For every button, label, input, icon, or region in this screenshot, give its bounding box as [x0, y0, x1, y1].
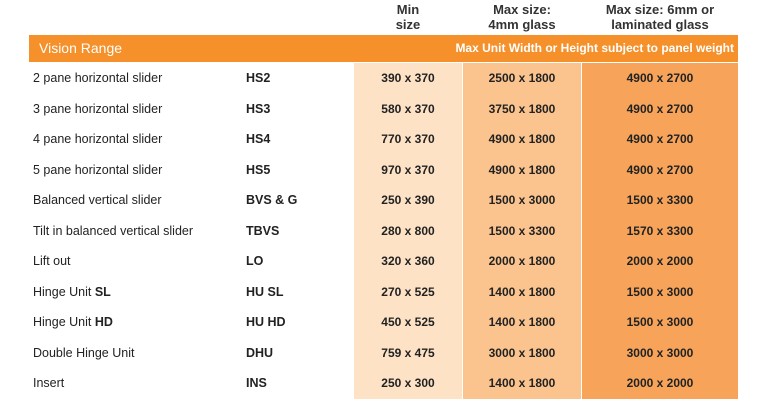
- product-code: HS5: [246, 162, 271, 177]
- product-code: DHU: [246, 345, 274, 360]
- table-row: [0, 155, 768, 186]
- product-code: INS: [246, 376, 267, 390]
- table-row: [0, 94, 768, 125]
- product-name-text: Tilt in balanced vertical slider: [33, 223, 194, 238]
- max-6mm-cell: 4900 x 2700: [626, 132, 694, 146]
- max-4mm-cell: 3000 x 1800: [488, 345, 556, 360]
- max-6mm-cell: 2000 x 2000: [626, 254, 694, 268]
- max-4mm-cell: 2000 x 1800: [488, 254, 556, 268]
- max-4mm-cell: 1400 x 1800: [488, 284, 556, 299]
- product-name: [33, 338, 134, 369]
- product-name-suffix: SL: [94, 284, 111, 299]
- max-4mm-cell: 2500 x 1800: [488, 71, 556, 85]
- product-name: [33, 368, 64, 399]
- max-4mm-cell: 1500 x 3300: [488, 223, 556, 238]
- max-4mm-cell: 4900 x 1800: [488, 162, 556, 177]
- table-row: [0, 338, 768, 369]
- product-name-text: Hinge Unit: [33, 284, 95, 299]
- product-name-text: Lift out: [33, 254, 71, 268]
- header-max-4mm: Max size: 4mm glass: [488, 2, 556, 32]
- max-6mm-cell: 4900 x 2700: [626, 101, 694, 116]
- max-4mm-cell: 1400 x 1800: [488, 315, 556, 329]
- product-code: LO: [246, 254, 264, 268]
- min-size-cell: 390 x 370: [381, 71, 435, 85]
- product-name: [33, 185, 162, 216]
- max-6mm-cell: 4900 x 2700: [626, 162, 694, 177]
- product-name-text: Balanced vertical slider: [33, 193, 162, 207]
- min-size-cell: 270 x 525: [381, 284, 435, 299]
- min-size-cell: 250 x 390: [381, 193, 435, 207]
- max-6mm-cell: 1500 x 3300: [626, 193, 694, 207]
- product-name: [33, 124, 162, 155]
- header-max-6mm: Max size: 6mm or laminated glass: [605, 2, 715, 32]
- product-name-text: 5 pane horizontal slider: [33, 162, 163, 177]
- max-4mm-cell: 3750 x 1800: [488, 101, 556, 116]
- table-row: [0, 185, 768, 216]
- product-name: [33, 94, 162, 125]
- min-size-cell: 320 x 360: [381, 254, 435, 268]
- min-size-cell: 759 x 475: [381, 345, 435, 360]
- table-row: [0, 246, 768, 277]
- table-row: [0, 124, 768, 155]
- range-note: Max Unit Width or Height subject to panel weight: [455, 41, 734, 55]
- product-name-text: 4 pane horizontal slider: [33, 132, 163, 146]
- product-code: TBVS: [246, 223, 280, 238]
- min-size-cell: 450 x 525: [381, 315, 435, 329]
- product-name: [33, 216, 193, 247]
- product-name-text: 2 pane horizontal slider: [33, 71, 163, 85]
- size-table: [0, 63, 768, 399]
- min-size-cell: 280 x 800: [381, 223, 435, 238]
- product-code: HU HD: [246, 315, 286, 329]
- header-min-size: Min size: [395, 2, 421, 32]
- product-name: [33, 277, 111, 308]
- max-6mm-cell: 4900 x 2700: [626, 71, 694, 85]
- product-code: HU SL: [246, 284, 284, 299]
- table-row: [0, 368, 768, 399]
- table-row: [0, 277, 768, 308]
- max-6mm-cell: 1570 x 3300: [626, 223, 694, 238]
- product-name-text: Double Hinge Unit: [33, 345, 135, 360]
- min-size-cell: 250 x 300: [381, 376, 435, 390]
- max-6mm-cell: 1500 x 3000: [626, 284, 694, 299]
- product-name: [33, 246, 71, 277]
- min-size-cell: 580 x 370: [381, 101, 435, 116]
- column-header-row: [0, 0, 768, 34]
- max-6mm-cell: 3000 x 3000: [626, 345, 694, 360]
- product-code: HS3: [246, 101, 271, 116]
- max-4mm-cell: 1500 x 3000: [488, 193, 556, 207]
- product-name-suffix: HD: [94, 315, 113, 329]
- max-6mm-cell: 1500 x 3000: [626, 315, 694, 329]
- product-name-text: 3 pane horizontal slider: [33, 101, 163, 116]
- table-row: [0, 216, 768, 247]
- range-title: Vision Range: [39, 40, 123, 56]
- max-6mm-cell: 2000 x 2000: [626, 376, 694, 390]
- min-size-cell: 970 x 370: [381, 162, 435, 177]
- product-code: BVS & G: [246, 193, 298, 207]
- product-name: [33, 63, 162, 94]
- max-4mm-cell: 4900 x 1800: [488, 132, 556, 146]
- min-size-cell: 770 x 370: [381, 132, 435, 146]
- vision-range-bar: [29, 35, 738, 62]
- product-code: HS2: [246, 71, 271, 85]
- product-name: [33, 307, 113, 338]
- table-row: [0, 307, 768, 338]
- product-name-text: Insert: [33, 376, 65, 390]
- table-row: [0, 63, 768, 94]
- product-name: [33, 155, 162, 186]
- product-code: HS4: [246, 132, 271, 146]
- product-name-text: Hinge Unit: [33, 315, 95, 329]
- max-4mm-cell: 1400 x 1800: [488, 376, 556, 390]
